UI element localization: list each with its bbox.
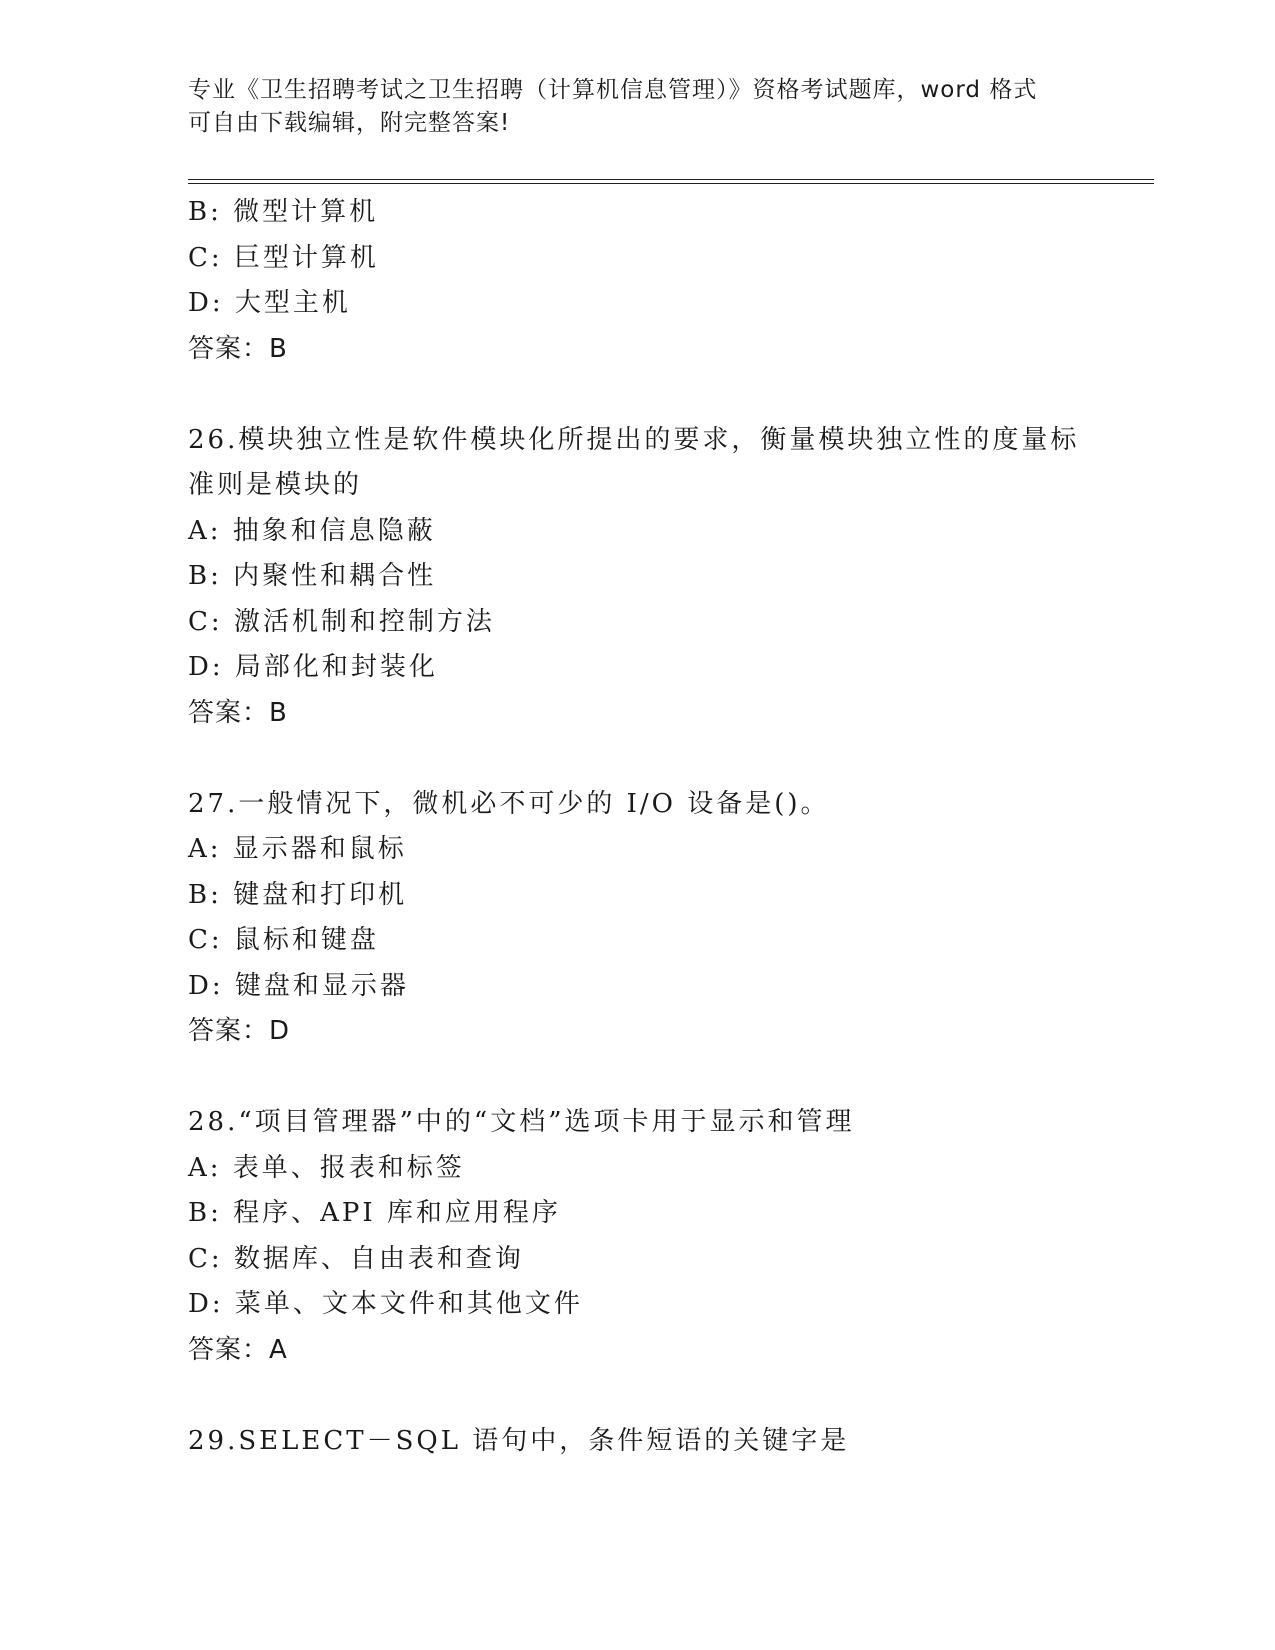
spacer (188, 1373, 1088, 1419)
question-text: 29.SELECT－SQL 语句中，条件短语的关键字是 (188, 1425, 850, 1456)
question-text: 27.一般情况下，微机必不可少的 I/O 设备是()。 (188, 788, 830, 819)
answer-line: 答案：B (188, 333, 288, 364)
option-d: D: 菜单、文本文件和其他文件 (188, 1289, 583, 1319)
question-26 (188, 418, 1088, 737)
answer-line: 答案：B (188, 697, 288, 728)
prev-question-block (188, 190, 1088, 372)
option-d: D: 局部化和封装化 (188, 652, 438, 682)
option-b: B: 微型计算机 (188, 197, 379, 227)
option-d: D: 键盘和显示器 (188, 970, 409, 1001)
option-c: C: 鼠标和键盘 (188, 925, 379, 955)
question-list (188, 190, 1088, 1464)
option-d: D: 大型主机 (188, 288, 351, 318)
spacer (188, 372, 1088, 418)
option-c: C: 数据库、自由表和查询 (188, 1243, 524, 1274)
answer-line: 答案：D (188, 1016, 291, 1046)
question-text-continued: 准则是模块的 (188, 470, 363, 500)
question-27 (188, 782, 1088, 1055)
question-29 (188, 1419, 1088, 1465)
option-b: B: 内聚性和耦合性 (188, 561, 437, 591)
option-c: C: 巨型计算机 (188, 242, 379, 273)
answer-line: 答案：A (188, 1334, 288, 1365)
header-line-2: 可自由下载编辑，附完整答案! (188, 110, 511, 136)
option-b: B: 键盘和打印机 (188, 879, 408, 910)
question-text: 28.“项目管理器”中的“文档”选项卡用于显示和管理 (188, 1107, 855, 1137)
option-a: A: 抽象和信息隐蔽 (188, 515, 436, 546)
spacer (188, 1055, 1088, 1101)
option-b: B: 程序、API 库和应用程序 (188, 1198, 561, 1228)
spacer (188, 736, 1088, 782)
option-a: A: 表单、报表和标签 (188, 1152, 465, 1183)
page-header (188, 74, 1088, 140)
option-c: C: 激活机制和控制方法 (188, 606, 495, 637)
header-line-1: 专业《卫生招聘考试之卫生招聘（计算机信息管理）》资格考试题库，word 格式 (188, 77, 1038, 103)
option-a: A: 显示器和鼠标 (188, 834, 407, 864)
header-double-rule (188, 179, 1154, 184)
question-text: 26.模块独立性是软件模块化所提出的要求，衡量模块独立性的度量标 (188, 424, 1080, 455)
question-28 (188, 1100, 1088, 1373)
